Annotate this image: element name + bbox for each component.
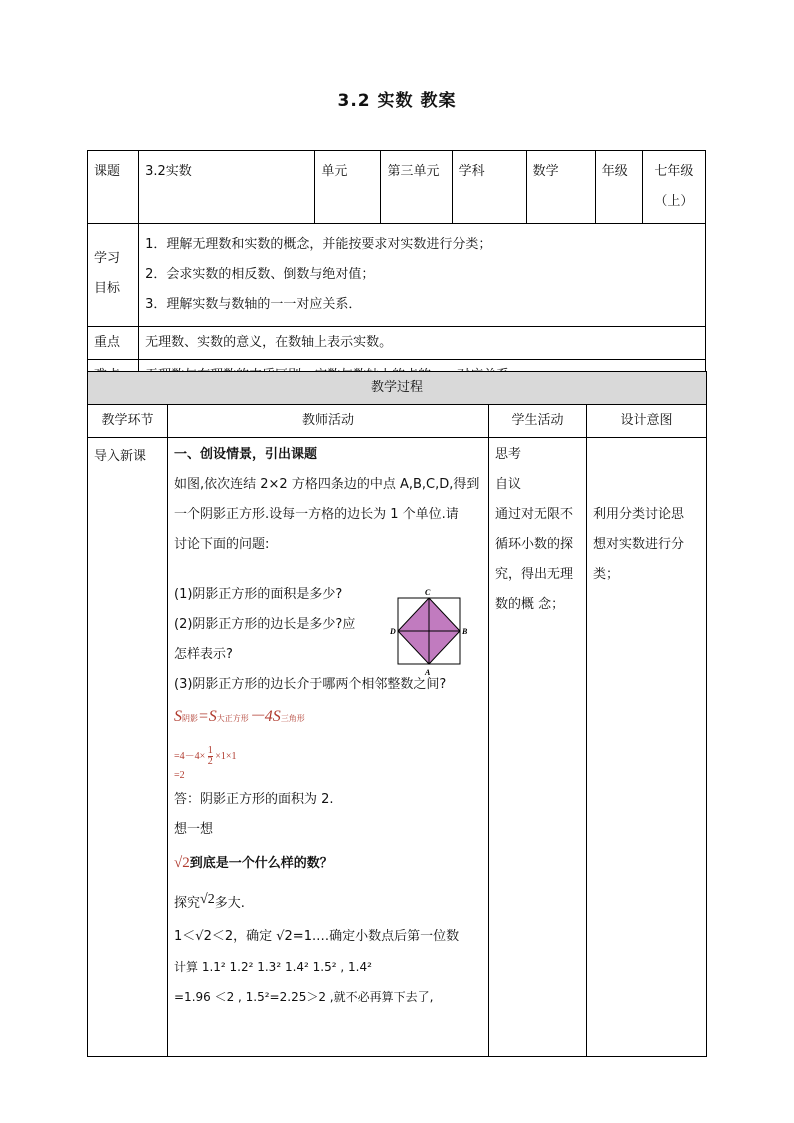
think-line: 想一想 xyxy=(174,822,214,837)
goal-item: 2．会求实数的相反数、倒数与绝对值； xyxy=(145,267,375,282)
label-a: A xyxy=(425,668,431,677)
process-header-row xyxy=(88,405,707,438)
question-2-cont: 怎样表示? xyxy=(174,647,233,662)
column-header: 教师活动 xyxy=(168,405,489,438)
goals-label: 学习 目标 xyxy=(88,224,139,327)
column-header: 学生活动 xyxy=(489,405,587,438)
paragraph-line: 一个阴影正方形.设每一方格的边长为 1 个单位.请 xyxy=(174,507,459,522)
subject-value: 数学 xyxy=(526,151,595,224)
sqrt-symbol: √2 xyxy=(174,855,190,871)
goals-list xyxy=(139,224,706,327)
course-label: 课题 xyxy=(88,151,139,224)
label-c: C xyxy=(425,588,431,597)
key-point-label: 重点 xyxy=(88,327,139,360)
section-heading: 一、创设情景，引出课题 xyxy=(174,447,318,462)
label-b: B xyxy=(462,627,468,636)
unit-label: 单元 xyxy=(315,151,381,224)
label-d: D xyxy=(390,627,396,636)
area-formula: S阴影=S大正方形－4S三角形 xyxy=(174,708,305,725)
question-1: (1)阴影正方形的面积是多少? xyxy=(174,587,343,602)
square-figure xyxy=(390,586,470,680)
inequality-line: 1＜√2＜2，确定 √2=1.…确定小数点后第一位数 xyxy=(174,929,460,944)
design-intent: 利用分类讨论思 想对实数进行分 类； xyxy=(587,438,707,1057)
header-row xyxy=(88,151,706,224)
lesson-info-table xyxy=(87,150,706,393)
goal-item: 1．理解无理数和实数的概念，并能按要求对实数进行分类； xyxy=(145,237,492,252)
teaching-process-table xyxy=(87,371,707,1057)
explore-line: 探究√2多大. xyxy=(174,892,245,911)
key-point-row xyxy=(88,327,706,360)
student-activity: 思考 自议 通过对无限不 循环小数的探 究，得出无理 数的概 念； xyxy=(489,438,587,1057)
column-header: 设计意图 xyxy=(587,405,707,438)
key-point-text: 无理数、实数的意义，在数轴上表示实数。 xyxy=(139,327,706,360)
sqrt-question: √2到底是一个什么样的数？ xyxy=(174,855,333,871)
answer-line: 答：阴影正方形的面积为 2. xyxy=(174,792,334,807)
subject-label: 学科 xyxy=(452,151,526,224)
calculation-line: 计算 1.1² 1.2² 1.3² 1.4² 1.5² , 1.4² xyxy=(174,960,372,974)
course-value: 3.2实数 xyxy=(139,151,315,224)
paragraph-line: 讨论下面的问题: xyxy=(174,537,270,552)
document-title: 3.2 实数 教案 xyxy=(337,91,457,111)
calculation-line: =1.96 ＜2 , 1.5²=2.25＞2 ,就不必再算下去了, xyxy=(174,990,434,1004)
stage-cell: 导入新课 xyxy=(88,438,168,1057)
grade-value-line1: 七年级 xyxy=(654,164,694,179)
grade-label: 年级 xyxy=(595,151,642,224)
calculation-step-1: =4－4× $\frac{1}{2}$ ×1×1 xyxy=(174,745,237,767)
question-2: (2)阴影正方形的边长是多少?应 xyxy=(174,617,356,632)
grade-value xyxy=(642,151,705,224)
teacher-activity xyxy=(168,438,489,1057)
process-title: 教学过程 xyxy=(88,372,707,405)
calculation-step-2: =2 xyxy=(174,770,185,781)
goals-row xyxy=(88,224,706,327)
goal-item: 3．理解实数与数轴的一一对应关系． xyxy=(145,297,362,312)
column-header: 教学环节 xyxy=(88,405,168,438)
grade-value-line2: （上） xyxy=(654,194,694,209)
question-3: (3)阴影正方形的边长介于哪两个相邻整数之间? xyxy=(174,677,447,692)
process-row xyxy=(88,438,707,1057)
paragraph-line: 如图,依次连结 2×2 方格四条边的中点 A,B,C,D,得到 xyxy=(174,477,480,492)
unit-value: 第三单元 xyxy=(381,151,452,224)
